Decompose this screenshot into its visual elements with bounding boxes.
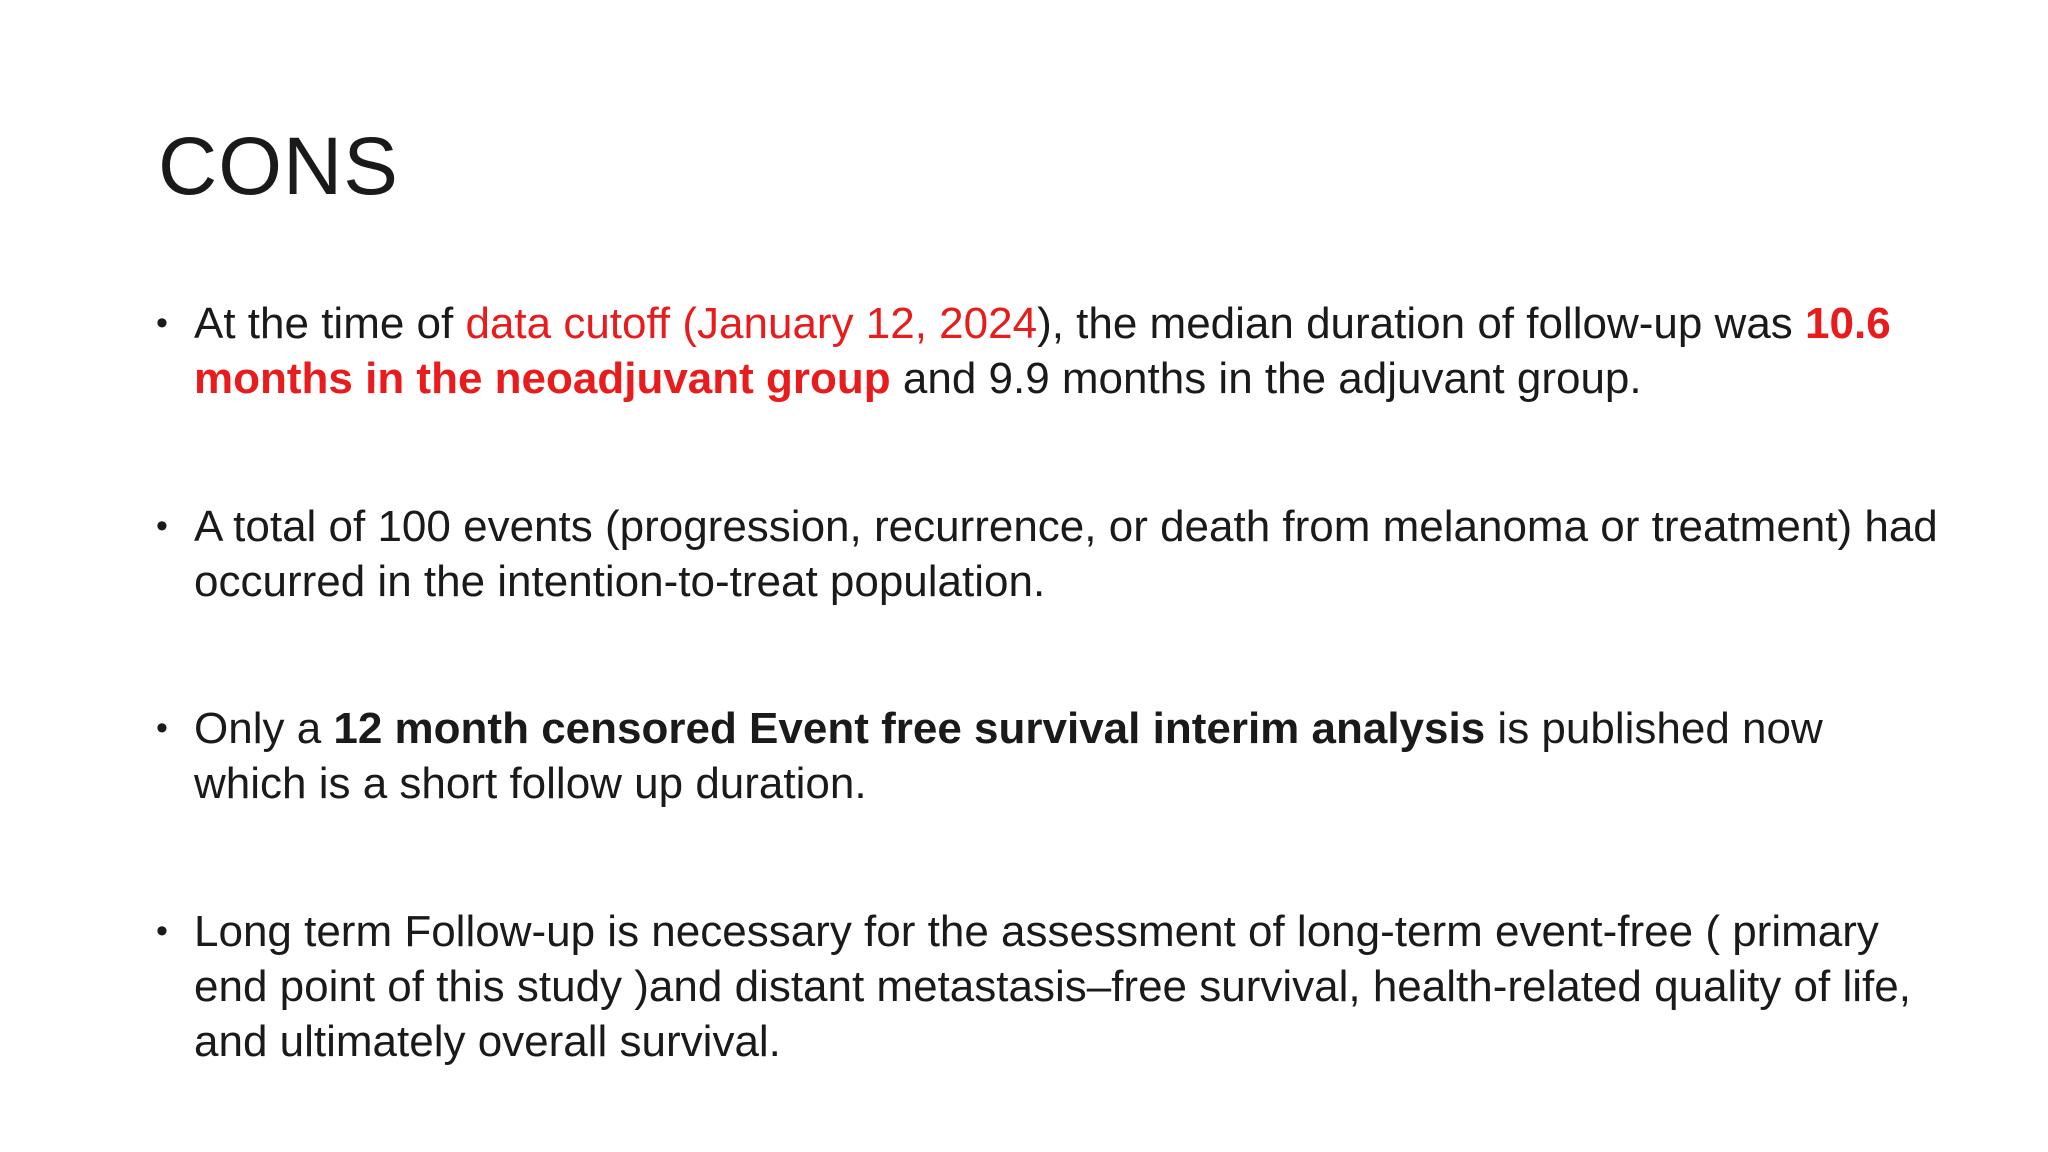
bullet-text-segment: Only a [194, 704, 334, 753]
bullet-item-interim-analysis [156, 701, 1946, 811]
bullet-text-segment: Long term Follow-up is necessary for the assessment of long-term event-free ( primary end point of this study )and distant metastasis–free survival, health-related quality of life, and ultimately overall survival. [194, 907, 1911, 1066]
bullet-text [194, 701, 1946, 811]
interim-analysis-emphasis: 12 month censored Event free survival interim analysis [333, 704, 1486, 753]
bullet-text [194, 499, 1946, 609]
bullet-icon: • [156, 912, 168, 950]
bullet-item-events [156, 499, 1946, 609]
data-cutoff-highlight: data cutoff (January 12, 2024 [465, 299, 1038, 348]
bullet-text [194, 904, 1946, 1069]
bullet-icon: • [156, 304, 168, 342]
bullet-text-segment: is published now which is a short follow up duration. [194, 704, 1823, 808]
bullet-text-segment: A total of 100 events (progression, recurrence, or death from melanoma or treatment) had occurred in the intention-to-treat population. [194, 502, 1938, 606]
bullet-icon: • [156, 709, 168, 747]
neoadjuvant-highlight: 10.6 months in the neoadjuvant group [194, 299, 1891, 403]
bullet-text-segment: ), the median duration of follow-up was [1037, 299, 1806, 348]
bullet-text-segment: At the time of [194, 299, 466, 348]
bullet-icon: • [156, 507, 168, 545]
slide-title: CONS [158, 121, 399, 212]
bullet-item-long-term [156, 904, 1946, 1069]
bullet-text-segment: and 9.9 months in the adjuvant group. [890, 354, 1642, 403]
bullet-text [194, 296, 1946, 406]
bullet-item-follow-up [156, 296, 1946, 406]
